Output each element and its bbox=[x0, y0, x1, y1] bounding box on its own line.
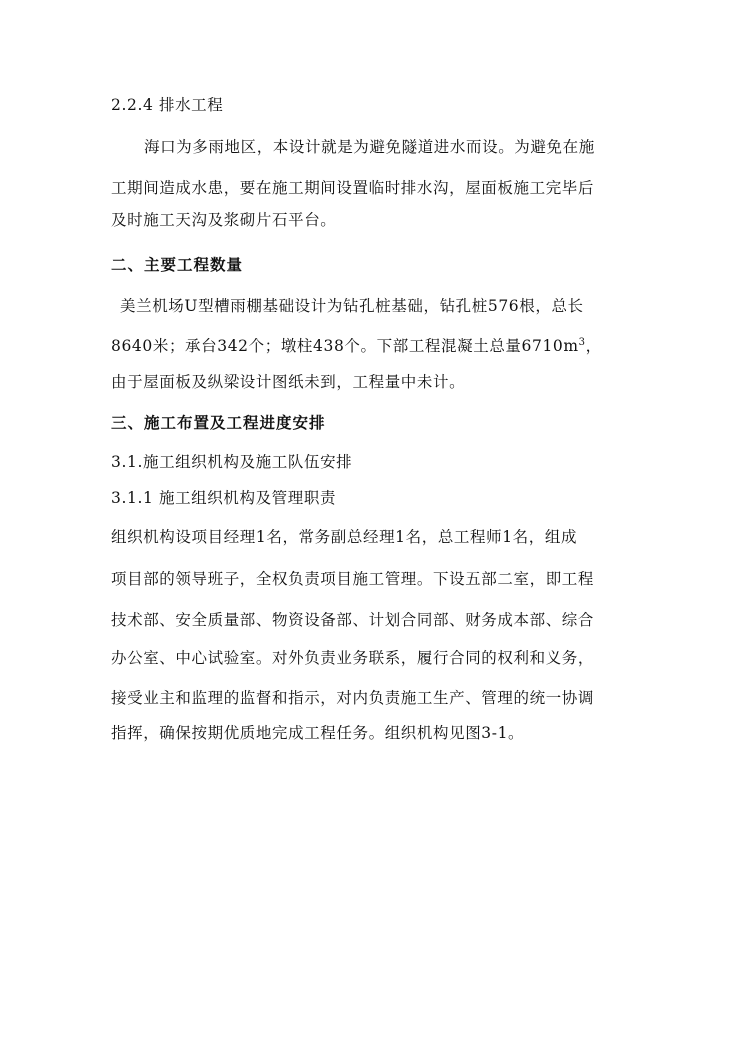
subsection-heading-3-1: 3.1.施工组织机构及施工队伍安排 bbox=[111, 453, 353, 471]
section-heading-2-2-4: 2.2.4 排水工程 bbox=[111, 96, 224, 114]
paragraph-line: 海口为多雨地区，本设计就是为避免隧道进水而设。为避免在施 bbox=[144, 138, 595, 156]
paragraph-line: 办公室、中心试验室。对外负责业务联系，履行合同的权利和义务， bbox=[111, 649, 595, 667]
paragraph-text: 8640米；承台342个；墩柱438个。下部工程混凝土总量6710m bbox=[111, 337, 579, 355]
paragraph-line: 及时施工天沟及浆砌片石平台。 bbox=[111, 211, 337, 229]
subsection-heading-3-1-1: 3.1.1 施工组织机构及管理职责 bbox=[111, 489, 337, 507]
paragraph-line: 组织机构设项目经理1名，常务副总经理1名，总工程师1名，组成 bbox=[111, 528, 578, 546]
paragraph-line bbox=[111, 333, 602, 356]
paragraph-line: 指挥，确保按期优质地完成工程任务。组织机构见图3-1。 bbox=[111, 724, 525, 742]
paragraph-line: 技术部、安全质量部、物资设备部、计划合同部、财务成本部、综合 bbox=[111, 611, 595, 629]
paragraph-text: ， bbox=[585, 337, 602, 355]
paragraph-line: 项目部的领导班子，全权负责项目施工管理。下设五部二室，即工程 bbox=[111, 570, 595, 588]
paragraph-line: 由于屋面板及纵梁设计图纸未到，工程量中未计。 bbox=[111, 373, 466, 391]
paragraph-line: 美兰机场U型槽雨棚基础设计为钻孔桩基础，钻孔桩576根，总长 bbox=[120, 297, 584, 315]
section-heading-2: 二、主要工程数量 bbox=[111, 256, 244, 274]
paragraph-line: 接受业主和监理的监督和指示，对内负责施工生产、管理的统一协调 bbox=[111, 689, 595, 707]
superscript: 3 bbox=[578, 337, 586, 348]
paragraph-line: 工期间造成水患，要在施工期间设置临时排水沟，屋面板施工完毕后 bbox=[111, 179, 595, 197]
section-heading-3: 三、施工布置及工程进度安排 bbox=[111, 414, 326, 432]
